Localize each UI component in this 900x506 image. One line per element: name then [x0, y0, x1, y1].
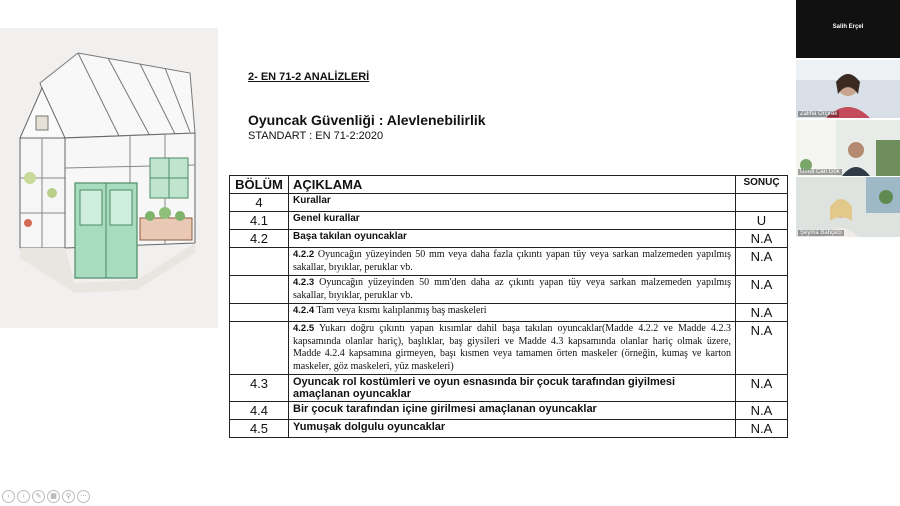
row-result: N.A: [736, 230, 788, 248]
row-result: N.A: [736, 420, 788, 438]
participant-video: [796, 120, 900, 176]
row-code: 4.2.3: [293, 277, 315, 288]
table-row: [230, 212, 788, 230]
row-section: [230, 248, 289, 276]
row-section: [230, 304, 289, 322]
table-row: [230, 375, 788, 402]
table-row: [230, 230, 788, 248]
participant-name: Umut Can Gök: [800, 169, 840, 175]
row-section: [230, 322, 289, 375]
row-text: Oyuncağın yüzeyinden 50 mm'den daha az çıkıntı yapan tüy veya sarkan malzemeden yapılmış sakallar, bıyıklar, peruklar vb.: [293, 277, 731, 301]
header-result: SONUÇ: [736, 176, 788, 194]
analysis-table: [229, 175, 788, 438]
row-section: 4: [230, 194, 289, 212]
participant-tile[interactable]: [796, 60, 900, 118]
table-header-row: [230, 176, 788, 194]
row-result: [736, 194, 788, 212]
row-description: [289, 304, 736, 322]
next-icon[interactable]: ›: [17, 490, 30, 503]
section-title: 2- EN 71-2 ANALİZLERİ: [248, 71, 370, 83]
participant-tile[interactable]: [796, 177, 900, 237]
slide-title: Oyuncak Güvenliği : Alevlenebilirlik: [248, 112, 486, 128]
row-description: Yumuşak dolgulu oyuncaklar: [289, 420, 736, 438]
row-text: Tam veya kısmı kalıplanmış baş maskeleri: [316, 305, 487, 316]
participant-tile[interactable]: [796, 120, 900, 176]
row-result: N.A: [736, 248, 788, 276]
participant-video: [796, 60, 900, 118]
standard-label: STANDART : EN 71-2:2020: [248, 130, 384, 142]
row-section: 4.3: [230, 375, 289, 402]
table-row: [230, 304, 788, 322]
row-result: N.A: [736, 402, 788, 420]
row-section: 4.2: [230, 230, 289, 248]
participant-name: Salih Erçel: [832, 24, 864, 30]
row-result: N.A: [736, 375, 788, 402]
zoom-icon[interactable]: ⚲: [62, 490, 75, 503]
header-description: AÇIKLAMA: [289, 176, 736, 194]
row-section: 4.1: [230, 212, 289, 230]
row-result: N.A: [736, 276, 788, 304]
row-description: [289, 248, 736, 276]
row-description: [289, 322, 736, 375]
row-code: 4.2.5: [293, 323, 315, 334]
header-section: BÖLÜM: [230, 176, 289, 194]
participant-name: Şeyma Bahçeci: [800, 230, 842, 236]
row-code: 4.2.2: [293, 249, 315, 260]
table-row: [230, 322, 788, 375]
row-description: Genel kurallar: [289, 212, 736, 230]
previous-icon[interactable]: ‹: [2, 490, 15, 503]
row-description: Başa takılan oyuncaklar: [289, 230, 736, 248]
row-text: Yukarı doğru çıkıntı yapan kısımlar dahil başa takılan oyuncaklar(Madde 4.2.2 ve Madde 4.2.3 kapsamında olanlar hariç), başlıklar, baş giysileri ve Madde 4.3 kapsamında olanlar hariç olmak üzere, Madde 4.2.4 kapsamına girmeyen, başı kısmen veya tamamen örten maskeler (örneğin, kumaş ve karton maskeler, göz maskeleri, yüz maskeleri): [293, 323, 731, 372]
row-code: 4.2.4: [293, 305, 315, 316]
row-section: 4.5: [230, 420, 289, 438]
participant-tile-active[interactable]: [796, 0, 900, 58]
row-description: Kurallar: [289, 194, 736, 212]
participant-video: [796, 177, 900, 237]
row-section: [230, 276, 289, 304]
table-row: [230, 248, 788, 276]
playhouse-image: [0, 28, 218, 328]
table-row: [230, 194, 788, 212]
slides-icon[interactable]: ▦: [47, 490, 60, 503]
table-row: [230, 402, 788, 420]
row-description: Bir çocuk tarafından içine girilmesi amaçlanan oyuncaklar: [289, 402, 736, 420]
row-text: Oyuncağın yüzeyinden 50 mm veya daha fazla çıkıntı yapan tüy veya sarkan malzemeden yapılmış sakallar, bıyıklar, peruklar vb.: [293, 249, 732, 273]
row-result: N.A: [736, 304, 788, 322]
participant-name: Zaliha Örçirak: [800, 111, 838, 117]
row-section: 4.4: [230, 402, 289, 420]
slide-controls: [2, 490, 90, 504]
playhouse-illustration: [0, 28, 218, 328]
table-row: [230, 276, 788, 304]
row-description: [289, 276, 736, 304]
row-result: U: [736, 212, 788, 230]
row-result: N.A: [736, 322, 788, 375]
row-description: Oyuncak rol kostümleri ve oyun esnasında bir çocuk tarafından giyilmesi amaçlanan oyuncaklar: [289, 375, 736, 402]
pen-icon[interactable]: ✎: [32, 490, 45, 503]
table-row: [230, 420, 788, 438]
more-icon[interactable]: ⋯: [77, 490, 90, 503]
